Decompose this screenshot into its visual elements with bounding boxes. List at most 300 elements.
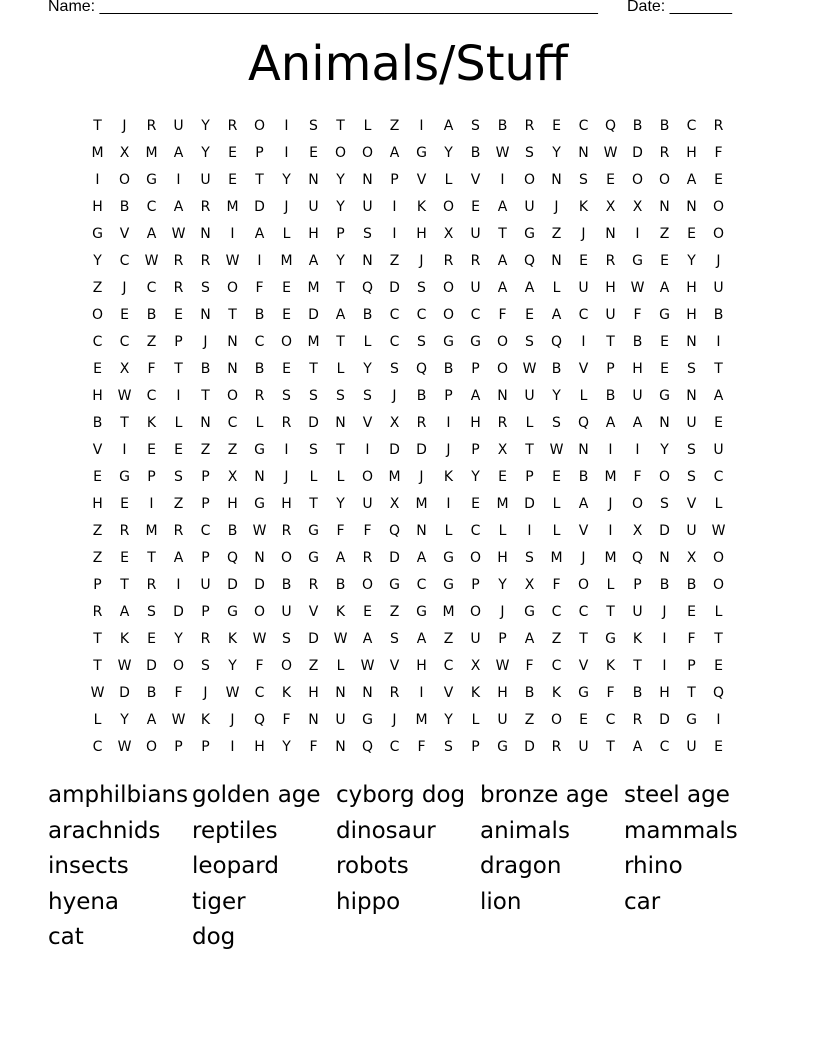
grid-letter[interactable]: R [146, 117, 157, 134]
grid-letter[interactable]: L [336, 360, 345, 377]
grid-letter[interactable]: K [443, 468, 454, 485]
grid-letter[interactable]: H [227, 495, 238, 512]
grid-letter[interactable]: L [444, 171, 453, 188]
grid-letter[interactable]: H [254, 738, 265, 755]
grid-letter[interactable]: C [605, 711, 616, 728]
grid-letter[interactable]: O [550, 711, 563, 728]
grid-letter[interactable]: Q [631, 549, 644, 566]
grid-letter[interactable]: S [201, 657, 210, 674]
grid-letter[interactable]: C [200, 522, 211, 539]
grid-letter[interactable]: M [442, 603, 455, 620]
grid-letter[interactable]: W [495, 657, 510, 674]
grid-letter[interactable]: C [470, 522, 481, 539]
grid-letter[interactable]: T [336, 441, 345, 458]
grid-letter[interactable]: L [255, 414, 264, 431]
grid-letter[interactable]: A [335, 549, 346, 566]
grid-letter[interactable]: B [497, 117, 508, 134]
grid-letter[interactable]: N [335, 738, 346, 755]
grid-letter[interactable]: G [227, 603, 238, 620]
grid-letter[interactable]: E [363, 603, 372, 620]
grid-letter[interactable]: C [551, 657, 562, 674]
grid-letter[interactable]: S [417, 333, 426, 350]
grid-letter[interactable]: C [119, 333, 130, 350]
grid-letter[interactable]: O [280, 549, 293, 566]
grid-letter[interactable]: Z [92, 522, 103, 539]
grid-letter[interactable]: Z [200, 441, 211, 458]
grid-letter[interactable]: N [551, 252, 562, 269]
grid-letter[interactable]: W [630, 279, 645, 296]
grid-letter[interactable]: B [92, 414, 103, 431]
grid-letter[interactable]: P [336, 225, 345, 242]
grid-letter[interactable]: I [419, 684, 424, 701]
grid-letter[interactable]: X [497, 441, 508, 458]
grid-letter[interactable]: J [419, 468, 424, 485]
grid-letter[interactable]: P [687, 657, 696, 674]
grid-letter[interactable]: M [307, 333, 320, 350]
grid-letter[interactable]: E [309, 144, 318, 161]
grid-letter[interactable]: I [176, 576, 181, 593]
grid-letter[interactable]: W [171, 711, 186, 728]
grid-letter[interactable]: I [122, 441, 127, 458]
grid-letter[interactable]: Q [550, 333, 563, 350]
grid-letter[interactable]: S [525, 333, 534, 350]
grid-letter[interactable]: H [92, 198, 103, 215]
grid-letter[interactable]: C [146, 387, 157, 404]
grid-letter[interactable]: A [551, 306, 562, 323]
grid-letter[interactable]: A [497, 279, 508, 296]
grid-letter[interactable]: X [605, 198, 616, 215]
grid-letter[interactable]: W [495, 144, 510, 161]
grid-letter[interactable]: B [146, 684, 157, 701]
grid-letter[interactable]: Q [415, 360, 428, 377]
grid-letter[interactable]: P [201, 495, 210, 512]
grid-letter[interactable]: D [416, 441, 427, 458]
grid-letter[interactable]: O [712, 549, 725, 566]
grid-letter[interactable]: D [389, 279, 400, 296]
grid-letter[interactable]: R [443, 252, 454, 269]
grid-letter[interactable]: T [309, 360, 318, 377]
grid-letter[interactable]: E [120, 549, 129, 566]
grid-letter[interactable]: Y [336, 495, 345, 512]
grid-letter[interactable]: E [498, 468, 507, 485]
grid-letter[interactable]: U [686, 522, 697, 539]
grid-letter[interactable]: N [362, 171, 373, 188]
grid-letter[interactable]: A [254, 225, 265, 242]
grid-letter[interactable]: R [308, 576, 319, 593]
grid-letter[interactable]: G [470, 333, 481, 350]
grid-letter[interactable]: E [714, 738, 723, 755]
grid-letter[interactable]: L [471, 711, 480, 728]
grid-letter[interactable]: Z [389, 603, 400, 620]
grid-letter[interactable]: C [119, 252, 130, 269]
grid-letter[interactable]: G [524, 603, 535, 620]
grid-letter[interactable]: B [416, 387, 427, 404]
grid-letter[interactable]: P [444, 387, 453, 404]
grid-letter[interactable]: Z [551, 225, 562, 242]
grid-letter[interactable]: D [254, 198, 265, 215]
grid-letter[interactable]: B [713, 306, 724, 323]
grid-letter[interactable]: X [443, 225, 454, 242]
grid-letter[interactable]: E [282, 360, 291, 377]
grid-letter[interactable]: J [446, 441, 451, 458]
grid-letter[interactable]: L [282, 225, 291, 242]
grid-letter[interactable]: O [712, 576, 725, 593]
grid-letter[interactable]: T [498, 225, 507, 242]
grid-letter[interactable]: B [659, 576, 670, 593]
grid-letter[interactable]: C [254, 684, 265, 701]
grid-letter[interactable]: L [174, 414, 183, 431]
grid-letter[interactable]: O [496, 333, 509, 350]
grid-letter[interactable]: J [716, 252, 721, 269]
grid-letter[interactable]: U [524, 387, 535, 404]
grid-letter[interactable]: E [282, 306, 291, 323]
grid-letter[interactable]: F [174, 684, 183, 701]
grid-letter[interactable]: H [281, 495, 292, 512]
grid-letter[interactable]: R [173, 279, 184, 296]
grid-letter[interactable]: E [525, 306, 534, 323]
grid-letter[interactable]: F [606, 684, 615, 701]
grid-letter[interactable]: E [147, 630, 156, 647]
grid-letter[interactable]: E [714, 657, 723, 674]
grid-letter[interactable]: J [203, 684, 208, 701]
grid-letter[interactable]: D [119, 684, 130, 701]
grid-letter[interactable]: B [281, 576, 292, 593]
grid-letter[interactable]: H [686, 144, 697, 161]
grid-letter[interactable]: H [605, 279, 616, 296]
grid-letter[interactable]: J [581, 549, 586, 566]
grid-letter[interactable]: T [336, 279, 345, 296]
grid-letter[interactable]: X [389, 495, 400, 512]
grid-letter[interactable]: O [361, 468, 374, 485]
grid-letter[interactable]: I [608, 522, 613, 539]
grid-letter[interactable]: T [336, 117, 345, 134]
grid-letter[interactable]: N [254, 549, 265, 566]
grid-letter[interactable]: L [336, 657, 345, 674]
grid-letter[interactable]: R [281, 414, 292, 431]
grid-letter[interactable]: B [362, 306, 373, 323]
grid-letter[interactable]: N [227, 360, 238, 377]
grid-letter[interactable]: W [117, 657, 132, 674]
grid-letter[interactable]: Z [146, 333, 157, 350]
grid-letter[interactable]: J [581, 225, 586, 242]
grid-letter[interactable]: S [471, 117, 480, 134]
grid-letter[interactable]: S [363, 387, 372, 404]
grid-letter[interactable]: O [469, 549, 482, 566]
grid-letter[interactable]: E [687, 225, 696, 242]
grid-letter[interactable]: T [120, 576, 129, 593]
grid-letter[interactable]: P [93, 576, 102, 593]
grid-letter[interactable]: Q [226, 549, 239, 566]
grid-letter[interactable]: I [500, 171, 505, 188]
grid-letter[interactable]: W [522, 360, 537, 377]
grid-letter[interactable]: J [284, 198, 289, 215]
grid-letter[interactable]: B [119, 198, 130, 215]
grid-letter[interactable]: R [92, 603, 103, 620]
grid-letter[interactable]: J [419, 252, 424, 269]
grid-letter[interactable]: O [658, 468, 671, 485]
grid-letter[interactable]: V [92, 441, 103, 458]
grid-letter[interactable]: O [226, 387, 239, 404]
grid-letter[interactable]: F [633, 468, 642, 485]
grid-letter[interactable]: H [308, 684, 319, 701]
grid-letter[interactable]: A [416, 630, 427, 647]
grid-letter[interactable]: A [605, 414, 616, 431]
grid-letter[interactable]: M [550, 549, 563, 566]
grid-letter[interactable]: A [713, 387, 724, 404]
grid-letter[interactable]: L [552, 522, 561, 539]
grid-letter[interactable]: P [201, 603, 210, 620]
grid-letter[interactable]: K [119, 630, 130, 647]
grid-letter[interactable]: B [443, 360, 454, 377]
grid-letter[interactable]: S [390, 360, 399, 377]
grid-letter[interactable]: E [660, 252, 669, 269]
grid-letter[interactable]: U [605, 306, 616, 323]
grid-letter[interactable]: I [635, 441, 640, 458]
grid-letter[interactable]: G [416, 603, 427, 620]
grid-letter[interactable]: T [174, 360, 183, 377]
grid-letter[interactable]: U [632, 603, 643, 620]
grid-letter[interactable]: S [660, 495, 669, 512]
grid-letter[interactable]: O [334, 144, 347, 161]
grid-letter[interactable]: X [632, 198, 643, 215]
grid-letter[interactable]: U [362, 198, 373, 215]
grid-letter[interactable]: E [552, 117, 561, 134]
grid-letter[interactable]: R [146, 576, 157, 593]
grid-letter[interactable]: T [93, 117, 102, 134]
grid-letter[interactable]: G [362, 711, 373, 728]
grid-letter[interactable]: Q [604, 117, 617, 134]
grid-letter[interactable]: M [226, 198, 239, 215]
grid-letter[interactable]: M [415, 495, 428, 512]
grid-letter[interactable]: G [578, 684, 589, 701]
grid-letter[interactable]: J [608, 495, 613, 512]
grid-letter[interactable]: N [605, 225, 616, 242]
grid-letter[interactable]: R [362, 549, 373, 566]
grid-letter[interactable]: K [605, 657, 616, 674]
grid-letter[interactable]: H [92, 495, 103, 512]
grid-letter[interactable]: Y [552, 387, 561, 404]
grid-letter[interactable]: N [659, 414, 670, 431]
grid-letter[interactable]: F [336, 522, 345, 539]
grid-letter[interactable]: H [92, 387, 103, 404]
grid-letter[interactable]: R [497, 414, 508, 431]
grid-letter[interactable]: I [284, 117, 289, 134]
grid-letter[interactable]: B [146, 306, 157, 323]
grid-letter[interactable]: O [658, 171, 671, 188]
grid-letter[interactable]: P [390, 171, 399, 188]
grid-letter[interactable]: G [632, 252, 643, 269]
grid-letter[interactable]: N [308, 711, 319, 728]
grid-letter[interactable]: A [497, 198, 508, 215]
grid-letter[interactable]: O [118, 171, 131, 188]
grid-letter[interactable]: U [686, 738, 697, 755]
grid-letter[interactable]: P [174, 738, 183, 755]
grid-letter[interactable]: S [390, 630, 399, 647]
grid-letter[interactable]: A [524, 279, 535, 296]
date-field[interactable]: Date: _______ [627, 0, 732, 15]
grid-letter[interactable]: T [606, 333, 615, 350]
grid-letter[interactable]: Y [336, 198, 345, 215]
grid-letter[interactable]: I [392, 198, 397, 215]
grid-letter[interactable]: K [551, 684, 562, 701]
grid-letter[interactable]: S [417, 279, 426, 296]
grid-letter[interactable]: A [497, 252, 508, 269]
grid-letter[interactable]: W [603, 144, 618, 161]
grid-letter[interactable]: I [446, 495, 451, 512]
grid-letter[interactable]: G [254, 495, 265, 512]
grid-letter[interactable]: G [146, 171, 157, 188]
grid-letter[interactable]: M [145, 522, 158, 539]
grid-letter[interactable]: S [552, 414, 561, 431]
grid-letter[interactable]: O [631, 171, 644, 188]
grid-letter[interactable]: Y [228, 657, 237, 674]
grid-letter[interactable]: W [252, 630, 267, 647]
grid-letter[interactable]: N [551, 171, 562, 188]
grid-letter[interactable]: R [281, 522, 292, 539]
grid-letter[interactable]: V [470, 171, 481, 188]
grid-letter[interactable]: J [392, 711, 397, 728]
grid-letter[interactable]: P [471, 360, 480, 377]
grid-letter[interactable]: Y [687, 252, 696, 269]
grid-letter[interactable]: F [417, 738, 426, 755]
grid-letter[interactable]: B [254, 306, 265, 323]
grid-letter[interactable]: Y [336, 171, 345, 188]
grid-letter[interactable]: B [686, 576, 697, 593]
grid-letter[interactable]: S [525, 549, 534, 566]
grid-letter[interactable]: T [606, 603, 615, 620]
grid-letter[interactable]: I [284, 144, 289, 161]
grid-letter[interactable]: T [228, 306, 237, 323]
grid-letter[interactable]: P [201, 549, 210, 566]
grid-letter[interactable]: Z [92, 279, 103, 296]
grid-letter[interactable]: W [117, 387, 132, 404]
grid-letter[interactable]: Z [227, 441, 238, 458]
grid-letter[interactable]: V [578, 522, 589, 539]
grid-letter[interactable]: U [578, 738, 589, 755]
grid-letter[interactable]: Y [444, 711, 453, 728]
grid-letter[interactable]: R [470, 252, 481, 269]
grid-letter[interactable]: V [389, 657, 400, 674]
grid-letter[interactable]: E [606, 171, 615, 188]
grid-letter[interactable]: M [604, 468, 617, 485]
grid-letter[interactable]: F [633, 306, 642, 323]
grid-letter[interactable]: S [147, 603, 156, 620]
grid-letter[interactable]: O [469, 603, 482, 620]
grid-letter[interactable]: R [605, 252, 616, 269]
grid-letter[interactable]: N [578, 144, 589, 161]
grid-letter[interactable]: P [471, 441, 480, 458]
grid-letter[interactable]: A [389, 144, 400, 161]
grid-letter[interactable]: I [662, 630, 667, 647]
grid-letter[interactable]: K [335, 603, 346, 620]
grid-letter[interactable]: N [416, 522, 427, 539]
grid-letter[interactable]: J [122, 117, 127, 134]
grid-letter[interactable]: R [200, 630, 211, 647]
grid-letter[interactable]: U [335, 711, 346, 728]
grid-letter[interactable]: E [714, 171, 723, 188]
grid-letter[interactable]: C [389, 306, 400, 323]
grid-letter[interactable]: D [659, 522, 670, 539]
grid-letter[interactable]: M [496, 495, 509, 512]
grid-letter[interactable]: F [309, 738, 318, 755]
grid-letter[interactable]: D [389, 441, 400, 458]
grid-letter[interactable]: C [578, 117, 589, 134]
grid-letter[interactable]: T [579, 630, 588, 647]
grid-letter[interactable]: C [713, 468, 724, 485]
grid-letter[interactable]: E [174, 306, 183, 323]
grid-letter[interactable]: O [361, 576, 374, 593]
grid-letter[interactable]: G [254, 441, 265, 458]
grid-letter[interactable]: P [174, 333, 183, 350]
grid-letter[interactable]: T [93, 657, 102, 674]
grid-letter[interactable]: C [227, 414, 238, 431]
grid-letter[interactable]: W [711, 522, 726, 539]
grid-letter[interactable]: Q [523, 252, 536, 269]
grid-letter[interactable]: A [632, 738, 643, 755]
grid-letter[interactable]: A [146, 225, 157, 242]
grid-letter[interactable]: O [253, 603, 266, 620]
grid-letter[interactable]: H [308, 225, 319, 242]
grid-letter[interactable]: A [659, 279, 670, 296]
grid-letter[interactable]: B [578, 468, 589, 485]
grid-letter[interactable]: U [470, 630, 481, 647]
grid-letter[interactable]: Y [201, 144, 210, 161]
grid-letter[interactable]: R [416, 414, 427, 431]
grid-letter[interactable]: I [527, 522, 532, 539]
grid-letter[interactable]: C [416, 576, 427, 593]
grid-letter[interactable]: I [392, 225, 397, 242]
grid-letter[interactable]: T [120, 414, 129, 431]
grid-letter[interactable]: U [686, 414, 697, 431]
grid-letter[interactable]: O [442, 279, 455, 296]
grid-letter[interactable]: R [200, 198, 211, 215]
grid-letter[interactable]: N [362, 684, 373, 701]
grid-letter[interactable]: F [282, 711, 291, 728]
grid-letter[interactable]: G [524, 225, 535, 242]
grid-letter[interactable]: C [443, 657, 454, 674]
grid-letter[interactable]: O [523, 171, 536, 188]
grid-letter[interactable]: D [389, 549, 400, 566]
grid-letter[interactable]: N [659, 549, 670, 566]
grid-letter[interactable]: Y [660, 441, 669, 458]
grid-letter[interactable]: U [200, 576, 211, 593]
grid-letter[interactable]: N [200, 225, 211, 242]
grid-letter[interactable]: P [606, 360, 615, 377]
grid-letter[interactable]: E [471, 198, 480, 215]
grid-letter[interactable]: I [284, 441, 289, 458]
grid-letter[interactable]: S [282, 387, 291, 404]
grid-letter[interactable]: X [686, 549, 697, 566]
grid-letter[interactable]: M [145, 144, 158, 161]
grid-letter[interactable]: L [498, 522, 507, 539]
grid-letter[interactable]: O [361, 144, 374, 161]
grid-letter[interactable]: S [444, 738, 453, 755]
grid-letter[interactable]: Y [363, 360, 372, 377]
grid-letter[interactable]: N [578, 441, 589, 458]
grid-letter[interactable]: E [228, 144, 237, 161]
grid-letter[interactable]: E [471, 495, 480, 512]
grid-letter[interactable]: R [632, 711, 643, 728]
grid-letter[interactable]: L [363, 117, 372, 134]
grid-letter[interactable]: L [714, 603, 723, 620]
grid-letter[interactable]: L [336, 468, 345, 485]
grid-letter[interactable]: M [91, 144, 104, 161]
grid-letter[interactable]: A [443, 117, 454, 134]
grid-letter[interactable]: N [362, 252, 373, 269]
grid-letter[interactable]: Y [282, 171, 291, 188]
grid-letter[interactable]: G [443, 576, 454, 593]
grid-letter[interactable]: K [227, 630, 238, 647]
